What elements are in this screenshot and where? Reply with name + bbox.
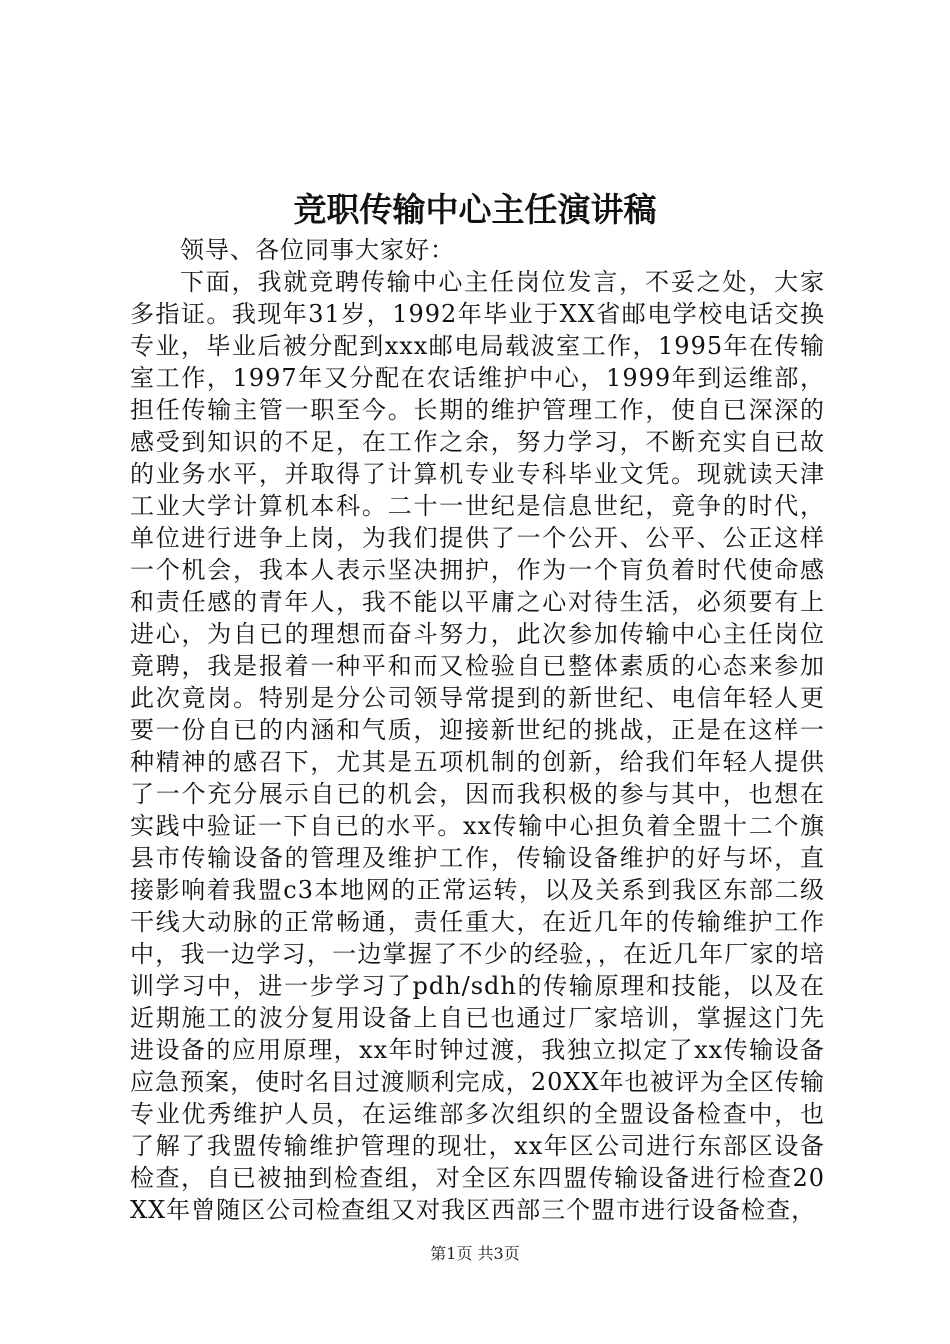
greeting-line: 领导、各位同事大家好： bbox=[180, 236, 455, 264]
document-body bbox=[130, 234, 825, 1226]
document-title: 竞职传输中心主任演讲稿 bbox=[293, 190, 657, 229]
body-paragraph: 下面，我就竞聘传输中心主任岗位发言，不妥之处，大家多指证。我现年31岁，1992年毕业于XX省邮电学校电话交换专业，毕业后被分配到xxx邮电局载波室工作，1995年在传输室工作，1997年又分配在农话维护中心，1999年到运维部，担任传输主管一职至今。长期的维护管理工作，使自已深深的感受到知识的不足，在工作之余，努力学习，不断充实自已故的业务水平，并取得了计算机专业专科毕业文凭。现就读天津工业大学计算机本科。二十一世纪是信息世纪，竟争的时代，单位进行进争上岗，为我们提供了一个公开、公平、公正这样一个机会，我本人表示坚决拥护，作为一个肓负着时代使命感和责任感的青年人，我不能以平庸之心对待生活，必须要有上进心，为自已的理想而奋斗努力，此次参加传输中心主任岗位竟聘，我是报着一种平和而又检验自已整体素质的心态来参加此次竟岗。特别是分公司领导常提到的新世纪、电信年轻人更要一份自已的内涵和气质，迎接新世纪的挑战，正是在这样一种精神的感召下，尤其是五项机制的创新，给我们年轻人提供了一个充分展示自已的机会，因而我积极的参与其中，也想在实践中验证一下自已的水平。xx传输中心担负着全盟十二个旗县市传输设备的管理及维护工作，传输设备维护的好与坏，直接影响着我盟c3本地网的正常运转，以及关系到我区东部二级干线大动脉的正常畅通，责任重大，在近几年的传输维护工作中，我一边学习，一边掌握了不少的经验，，在近几年厂家的培训学习中，进一步学习了pdh/sdh的传输原理和技能，以及在近期施工的波分复用设备上自已也通过厂家培训，掌握这门先进设备的应用原理，xx年时钟过渡，我独立拟定了xx传输设备应急预案，使时名目过渡顺利完成，20XX年也被评为全区传输专业优秀维护人员，在运维部多次组织的全盟设备检查中，也了解了我盟传输维护管理的现壮，xx年区公司进行东部区设备检查，自已被抽到检查组，对全区东四盟传输设备进行检查20XX年曾随区公司检查组又对我区西部三个盟市进行设备检查， bbox=[130, 268, 825, 1224]
page-footer: 第1页 共3页 bbox=[430, 1244, 520, 1263]
